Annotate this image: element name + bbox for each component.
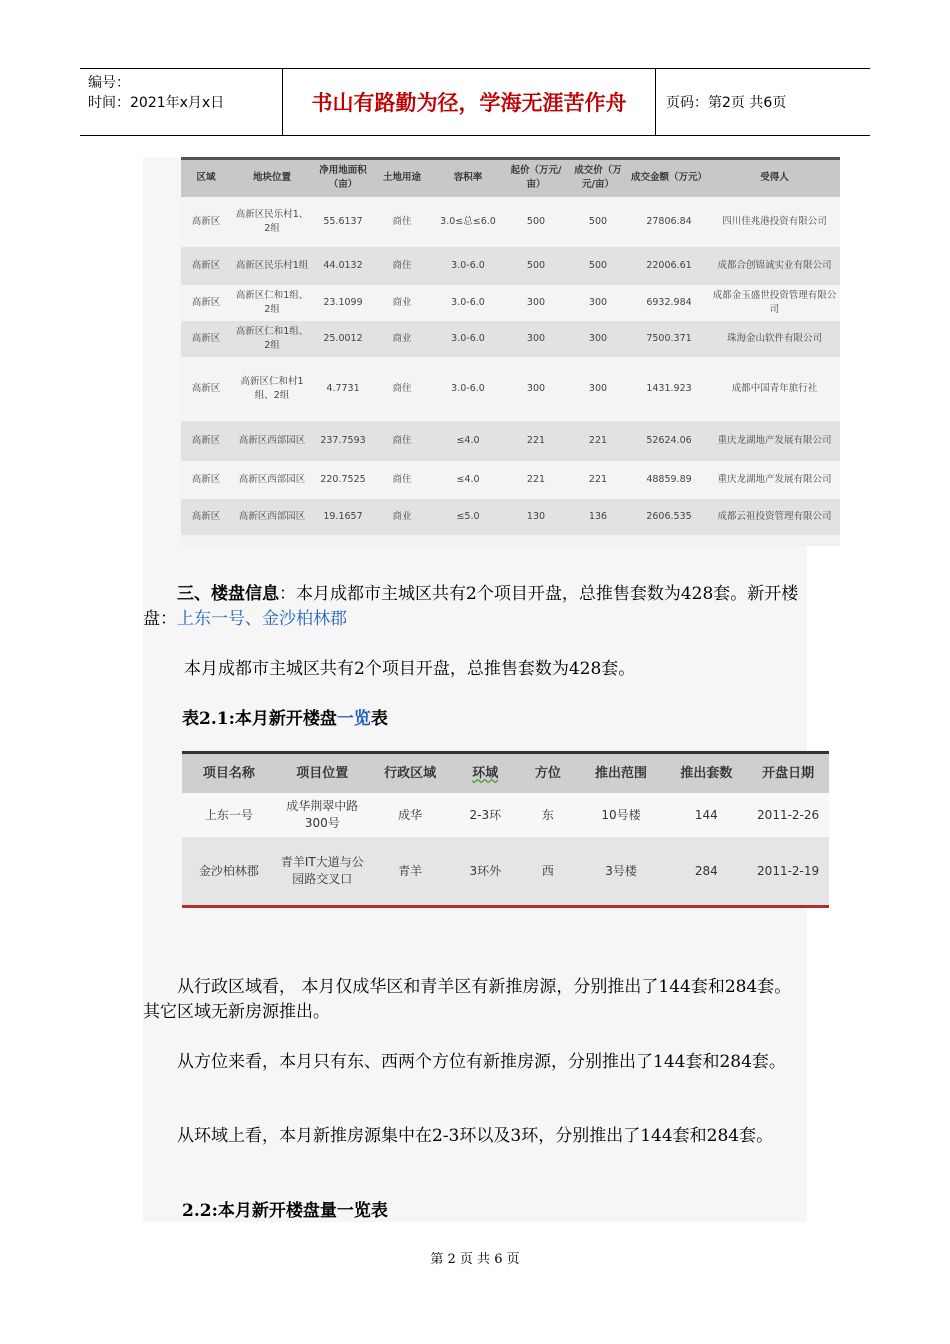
table-cell: 2-3环 xyxy=(469,807,502,822)
table-cell: 6932.984 xyxy=(646,296,692,308)
table-cell: 3.0-6.0 xyxy=(451,296,485,308)
table-row xyxy=(181,421,840,461)
table-row xyxy=(181,499,840,535)
table-cell: 144 xyxy=(694,807,718,822)
table-cell: 高新区西部园区 xyxy=(238,510,306,522)
table-cell: ≤5.0 xyxy=(456,510,480,522)
projects-table-header-cell xyxy=(747,754,829,793)
table-cell: 高新区 xyxy=(191,215,221,227)
ring-analysis-paragraph: 从环域上看，本月新推房源集中在2-3环以及3环，分别推出了144套和284套。 xyxy=(177,1126,774,1146)
table-cell: 高新区民乐村1组 xyxy=(235,259,309,271)
table-cell: 商住 xyxy=(392,259,412,271)
header-label: 方位 xyxy=(534,766,561,781)
table2-caption-link[interactable]: 一览 xyxy=(336,709,371,729)
summary-paragraph: 本月成都市主城区共有2个项目开盘，总推售套数为428套。 xyxy=(184,659,636,679)
table-row xyxy=(181,285,840,321)
table-cell: 3.0≤总≤6.0 xyxy=(440,215,496,227)
table-cell: 四川佳兆港投资有限公司 xyxy=(722,215,827,227)
table-cell: 青羊 xyxy=(398,863,423,878)
section3-paragraph xyxy=(143,582,807,632)
table-cell: 3.0-6.0 xyxy=(451,332,485,344)
header-page-label: 页码：第2页 共6页 xyxy=(666,95,787,111)
table-cell: 商业 xyxy=(392,510,412,522)
table-cell: 高新区西部园区 xyxy=(238,473,306,485)
projects-table-header-cell xyxy=(369,754,452,793)
table-cell: 44.0132 xyxy=(323,259,363,271)
new-projects-table xyxy=(182,751,829,908)
table-cell: 商业 xyxy=(392,296,412,308)
projects-table-header-cell xyxy=(519,754,577,793)
table-cell: ≤4.0 xyxy=(456,434,480,446)
page-footer: 第 2 页 共 6 页 xyxy=(430,1252,520,1267)
table-cell: 高新区仁和1组、2组 xyxy=(235,289,309,315)
table-row xyxy=(181,197,840,247)
table-row xyxy=(181,461,840,499)
land-table-header-cell: 区域 xyxy=(181,159,231,197)
land-table xyxy=(181,157,840,535)
table-cell: 3环外 xyxy=(469,863,502,878)
table-cell: 高新区 xyxy=(191,296,221,308)
table-cell: 55.6137 xyxy=(323,215,363,227)
table-cell: 3.0-6.0 xyxy=(451,259,485,271)
table-cell: 300 xyxy=(588,332,608,344)
projects-table-header-cell xyxy=(182,754,276,793)
table-cell: 130 xyxy=(526,510,546,522)
header-label: 项目名称 xyxy=(202,766,255,781)
table-cell: 高新区 xyxy=(191,332,221,344)
table-cell: 商住 xyxy=(392,382,412,394)
projects-table-header-cell xyxy=(577,754,666,793)
table-cell: 商住 xyxy=(392,434,412,446)
table-cell: 高新区 xyxy=(191,259,221,271)
table-cell: 西 xyxy=(541,863,554,878)
table-cell: 高新区西部园区 xyxy=(238,434,306,446)
page-header xyxy=(80,68,870,136)
header-meta xyxy=(80,69,283,135)
header-label: 项目位置 xyxy=(296,766,349,781)
table-cell: 重庆龙湖地产发展有限公司 xyxy=(717,473,832,485)
table-cell: 136 xyxy=(588,510,608,522)
table-cell: 237.7593 xyxy=(320,434,366,446)
projects-table-body xyxy=(182,793,829,905)
table-cell: 2011-2-26 xyxy=(757,807,820,822)
table-row xyxy=(181,357,840,421)
table-cell: 高新区 xyxy=(191,510,221,522)
projects-table-header-cell xyxy=(451,754,519,793)
table-cell: 23.1099 xyxy=(323,296,363,308)
table-cell: 商住 xyxy=(392,215,412,227)
land-table-header-cell: 起价（万元/亩） xyxy=(505,159,567,197)
table-cell: 221 xyxy=(588,434,608,446)
table-cell: 高新区 xyxy=(191,434,221,446)
section3-heading: 三、楼盘信息 xyxy=(177,584,279,604)
table-cell: 金沙柏林郡 xyxy=(198,863,259,878)
table2-caption-c: 表 xyxy=(370,709,388,729)
new-projects-links[interactable]: 上东一号、金沙柏林郡 xyxy=(177,609,347,629)
table-cell: 4.7731 xyxy=(326,382,360,394)
land-table-header-cell: 成交价（万元/亩） xyxy=(567,159,629,197)
table-cell: 221 xyxy=(588,473,608,485)
table-cell: 300 xyxy=(588,296,608,308)
table2-caption-a: 表2.1:本月新开楼盘 xyxy=(182,709,337,729)
district-analysis-paragraph: 从行政区域看， 本月仅成华区和青羊区有新推房源，分别推出了144套和284套。其它区域无新房源推出。 xyxy=(143,977,792,1022)
table-cell: 高新区仁和村1组、2组 xyxy=(240,375,304,401)
table-cell: 上东一号 xyxy=(204,807,253,822)
table-cell: 19.1657 xyxy=(323,510,363,522)
table22-caption: 2.2:本月新开楼盘量一览表 xyxy=(182,1201,388,1221)
table-cell: 成都合创锦诚实业有限公司 xyxy=(717,259,832,271)
table-cell: 商业 xyxy=(392,332,412,344)
table-row xyxy=(181,321,840,357)
table-cell: 25.0012 xyxy=(323,332,363,344)
section3-text: ：本月成都市主城区共有2个项目开盘，总推售套数为428套。新开楼盘： xyxy=(143,584,799,629)
projects-table-header-cell xyxy=(665,754,747,793)
table-row xyxy=(182,793,829,837)
table-cell: 300 xyxy=(526,382,546,394)
time-label: 时间：2021年x月x日 xyxy=(88,95,225,111)
table-cell: 27806.84 xyxy=(646,215,692,227)
table-row xyxy=(181,247,840,285)
table-cell: 成都金玉盛世投资管理有限公司 xyxy=(712,289,837,315)
header-motto: 书山有路勤为径，学海无涯苦作舟 xyxy=(283,69,656,135)
land-table-header-cell: 容积率 xyxy=(431,159,505,197)
header-label: 开盘日期 xyxy=(762,766,815,781)
projects-table-header xyxy=(182,754,829,793)
land-table-body xyxy=(181,197,840,535)
table-cell: 3号楼 xyxy=(605,863,637,878)
table-cell: 52624.06 xyxy=(646,434,692,446)
table-row xyxy=(182,837,829,905)
table-cell: 高新区民乐村1、2组 xyxy=(235,208,309,234)
table-cell: 高新区仁和1组、2组 xyxy=(235,325,309,351)
header-label: 环域 xyxy=(472,766,499,781)
table-cell: 22006.61 xyxy=(646,259,692,271)
table-cell: 2011-2-19 xyxy=(757,863,820,878)
table-cell: 1431.923 xyxy=(646,382,692,394)
table-cell: 高新区 xyxy=(191,473,221,485)
land-table-header-cell: 土地用途 xyxy=(373,159,431,197)
direction-analysis-paragraph: 从方位来看，本月只有东、西两个方位有新推房源，分别推出了144套和284套。 xyxy=(177,1052,786,1072)
header-label: 推出套数 xyxy=(680,766,733,781)
table-cell: 48859.89 xyxy=(646,473,692,485)
projects-table xyxy=(182,754,829,905)
projects-table-header-cell xyxy=(276,754,369,793)
land-table-header-cell: 净用地面积（亩） xyxy=(313,159,373,197)
land-table-header xyxy=(181,159,840,197)
table-cell: 10号楼 xyxy=(601,807,641,822)
header-label: 推出范围 xyxy=(595,766,648,781)
table-cell: 2606.535 xyxy=(646,510,692,522)
land-table-header-cell: 地块位置 xyxy=(231,159,313,197)
table-cell: 成都中国青年旅行社 xyxy=(731,382,818,394)
table-cell: 重庆龙湖地产发展有限公司 xyxy=(717,434,832,446)
table-cell: ≤4.0 xyxy=(456,473,480,485)
table-cell: 500 xyxy=(588,259,608,271)
table-cell: 300 xyxy=(526,296,546,308)
header-label: 行政区域 xyxy=(384,766,437,781)
table-cell: 500 xyxy=(588,215,608,227)
table-cell: 成华荆翠中路300号 xyxy=(286,799,359,830)
land-table-header-cell: 受得人 xyxy=(709,159,840,197)
table-cell: 3.0-6.0 xyxy=(451,382,485,394)
table-cell: 220.7525 xyxy=(320,473,366,485)
table-cell: 300 xyxy=(588,382,608,394)
table-cell: 500 xyxy=(526,215,546,227)
table-cell: 青羊IT大道与公园路交叉口 xyxy=(280,855,364,886)
table2-caption xyxy=(182,707,388,732)
table-cell: 7500.371 xyxy=(646,332,692,344)
table-cell: 商住 xyxy=(392,473,412,485)
table-cell: 221 xyxy=(526,473,546,485)
land-transaction-table xyxy=(181,157,840,546)
table-cell: 珠海金山软件有限公司 xyxy=(726,332,822,344)
land-table-header-cell: 成交金额（万元） xyxy=(629,159,709,197)
table-cell: 221 xyxy=(526,434,546,446)
table-cell: 成华 xyxy=(398,807,423,822)
table-cell: 500 xyxy=(526,259,546,271)
table-cell: 高新区 xyxy=(191,382,221,394)
table-cell: 284 xyxy=(694,863,718,878)
number-label: 编号： xyxy=(88,75,130,91)
table-cell: 东 xyxy=(541,807,554,822)
table-cell: 成都云祖投资管理有限公司 xyxy=(717,510,832,522)
table-cell: 300 xyxy=(526,332,546,344)
